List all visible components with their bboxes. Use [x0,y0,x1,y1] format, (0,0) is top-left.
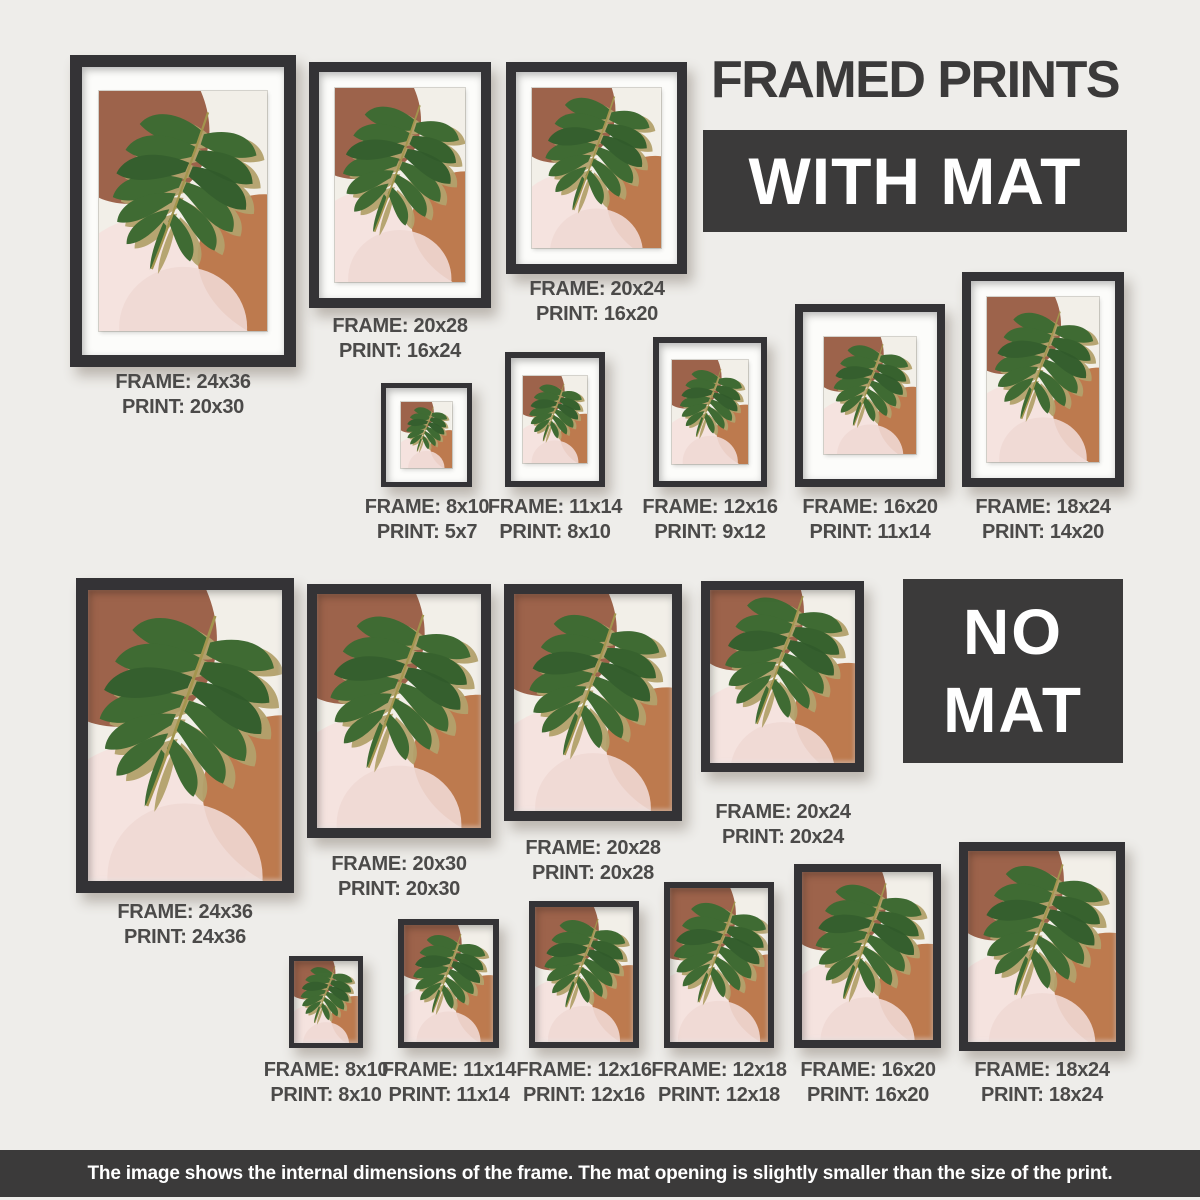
frame-size-text: FRAME: 8x10 [263,1059,389,1081]
matted-print [672,360,749,464]
frame-16x20-no-mat [794,864,941,1048]
frame-size-text: FRAME: 12x18 [651,1059,787,1081]
frame-24x36-with-mat [70,55,296,367]
size-label-20x24-no-mat [673,800,893,850]
frame-size-text: FRAME: 11x14 [487,496,623,518]
print-size-text: PRINT: 20x30 [337,878,460,900]
matted-print [532,88,661,248]
frame-18x24-no-mat [959,842,1125,1051]
frame-size-text: FRAME: 20x28 [332,315,468,337]
page-title: FRAMED PRINTS [710,51,1120,109]
print-size-text: PRINT: 8x10 [499,521,611,543]
print-size-text: PRINT: 16x20 [535,303,658,325]
print-size-text: PRINT: 11x14 [809,521,931,543]
full-bleed-print [710,590,855,763]
mat [971,281,1115,478]
frame-size-text: FRAME: 20x28 [525,837,661,859]
print-size-text: PRINT: 9x12 [654,521,766,543]
monstera-leaf-art [824,337,916,454]
frame-size-text: FRAME: 20x24 [715,801,851,823]
print-size-text: PRINT: 20x28 [531,862,654,884]
print-size-text: PRINT: 12x18 [657,1084,780,1106]
monstera-leaf-art [523,376,587,464]
monstera-leaf-art [404,925,493,1042]
size-label-24x36-with-mat [73,370,293,420]
full-bleed-print [404,925,493,1042]
frame-20x28-no-mat [504,584,682,821]
monstera-leaf-art [514,594,672,811]
monstera-leaf-art [532,88,661,248]
monstera-leaf-art [401,402,452,468]
full-bleed-print [514,594,672,811]
full-bleed-print [535,907,633,1042]
print-size-text: PRINT: 5x7 [376,521,478,543]
mat [511,358,599,481]
mat [319,72,481,298]
frame-size-text: FRAME: 20x24 [529,278,665,300]
size-label-20x30-no-mat [289,852,509,902]
frame-12x18-no-mat [664,882,774,1048]
print-size-text: PRINT: 12x16 [522,1084,645,1106]
no-mat-badge [903,579,1123,763]
frame-20x30-no-mat [307,584,491,838]
frame-size-text: FRAME: 20x30 [331,853,467,875]
monstera-leaf-art [99,91,267,331]
monstera-leaf-art [294,961,358,1043]
full-bleed-print [670,888,768,1042]
size-label-20x24-with-mat [487,277,707,327]
frame-11x14-no-mat [398,919,499,1048]
monstera-leaf-art [535,907,633,1042]
full-bleed-print [802,872,933,1040]
full-bleed-print [317,594,481,828]
matted-print [335,88,465,282]
frame-18x24-with-mat [962,272,1124,487]
monstera-leaf-art [335,88,465,282]
full-bleed-print [294,961,358,1043]
size-label-18x24-with-mat [933,495,1153,545]
size-label-20x28-no-mat [483,836,703,886]
monstera-leaf-art [802,872,933,1040]
frame-12x16-no-mat [529,901,639,1048]
mat [386,388,467,482]
print-size-text: PRINT: 16x20 [806,1084,929,1106]
print-size-text: PRINT: 8x10 [270,1084,382,1106]
size-label-18x24-no-mat [932,1058,1152,1108]
matted-print [99,91,267,331]
matted-print [523,376,587,464]
mat [803,312,937,479]
frame-size-text: FRAME: 16x20 [802,496,938,518]
print-size-text: PRINT: 18x24 [980,1084,1103,1106]
frame-24x36-no-mat [76,578,294,893]
frame-20x28-with-mat [309,62,491,308]
frame-size-text: FRAME: 8x10 [364,496,490,518]
frame-20x24-with-mat [506,62,687,274]
mat [659,343,761,481]
frame-16x20-with-mat [795,304,945,487]
monstera-leaf-art [987,297,1099,461]
print-size-text: PRINT: 16x24 [338,340,461,362]
frame-size-text: FRAME: 16x20 [800,1059,936,1081]
frame-20x24-no-mat [701,581,864,772]
frame-size-text: FRAME: 12x16 [516,1059,652,1081]
full-bleed-print [88,590,282,881]
monstera-leaf-art [968,851,1116,1042]
frame-11x14-with-mat [505,352,605,487]
full-bleed-print [968,851,1116,1042]
matted-print [824,337,916,454]
frame-size-text: FRAME: 11x14 [381,1059,517,1081]
footer-note: The image shows the internal dimensions of the frame. The mat opening is slightly smaller than the size of the print. [0,1150,1200,1197]
monstera-leaf-art [88,590,282,881]
size-label-20x28-with-mat [290,314,510,364]
print-size-text: PRINT: 20x30 [121,396,244,418]
no-mat-badge-line2: MAT [943,674,1083,746]
print-size-text: PRINT: 24x36 [123,926,246,948]
frame-12x16-with-mat [653,337,767,487]
print-size-text: PRINT: 11x14 [388,1084,510,1106]
mat [82,67,284,355]
size-label-24x36-no-mat [75,900,295,950]
with-mat-badge: WITH MAT [703,130,1127,232]
matted-print [401,402,452,468]
matted-print [987,297,1099,461]
print-size-text: PRINT: 20x24 [721,826,844,848]
frame-size-text: FRAME: 18x24 [975,496,1111,518]
monstera-leaf-art [670,888,768,1042]
frame-size-text: FRAME: 12x16 [642,496,778,518]
monstera-leaf-art [317,594,481,828]
monstera-leaf-art [672,360,749,464]
frame-8x10-no-mat [289,956,363,1048]
mat [516,72,677,264]
frame-8x10-with-mat [381,383,472,487]
frame-size-text: FRAME: 18x24 [974,1059,1110,1081]
frame-size-text: FRAME: 24x36 [115,371,251,393]
print-size-text: PRINT: 14x20 [981,521,1104,543]
no-mat-badge-line1: NO [963,596,1063,668]
frame-size-text: FRAME: 24x36 [117,901,253,923]
monstera-leaf-art [710,590,855,763]
